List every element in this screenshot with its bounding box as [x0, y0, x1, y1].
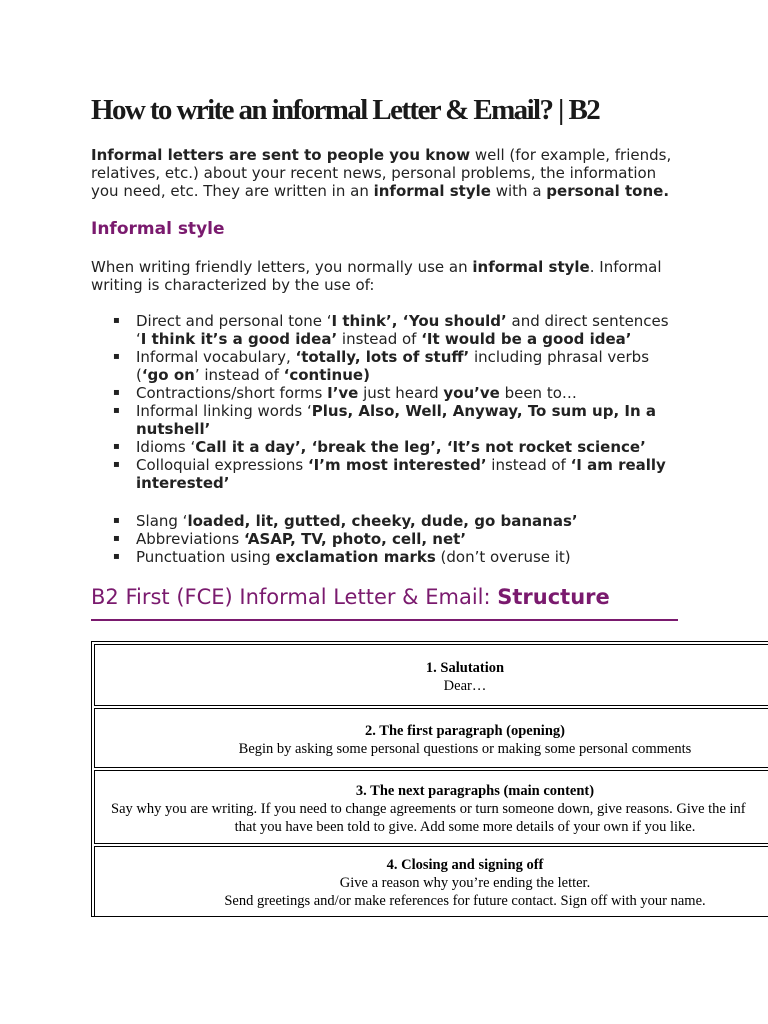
list-item [91, 438, 681, 456]
list-bold: I think it’s a good idea’ [140, 330, 338, 348]
bullet-icon: ▪ [113, 533, 120, 544]
list-text: including phrasal verbs ( [136, 348, 650, 384]
list-bold: you’ve [443, 384, 500, 402]
list-item [91, 312, 681, 348]
structure-heading [91, 585, 610, 609]
list-item [91, 512, 681, 530]
bullet-icon: ▪ [113, 405, 120, 416]
table-row-title: 1. Salutation [425, 660, 505, 676]
list-bold: ‘I’m most interested’ [307, 456, 487, 474]
list-text: been to… [499, 384, 577, 402]
list-item [91, 530, 681, 548]
table-row-text: Dear… [443, 678, 487, 694]
list-bold: Call it a day’, ‘break the leg’, ‘It’s not rocket science’ [195, 438, 646, 456]
bullet-icon: ▪ [113, 315, 120, 326]
informal-style-text-2: . Informal writing is characterized by the use of: [91, 258, 662, 294]
intro-text-1: well (for example, friends, relatives, etc.) about your recent news, personal problems, the information you need, etc. They are written in an [91, 146, 672, 200]
list-bold: I’ve [327, 384, 359, 402]
list-bold: ‘It would be a good idea’ [421, 330, 632, 348]
list-bold: ‘go on [141, 366, 195, 384]
list-text: Slang ‘ [136, 512, 188, 530]
list-text: and direct sentences ‘ [136, 312, 669, 348]
page-title: How to write an informal Letter & Email? | B2 [91, 94, 600, 126]
list-bold: ‘totally, lots of stuff’ [295, 348, 470, 366]
list-text: ’ instead of [194, 366, 284, 384]
list-bold: I think’, ‘You should’ [331, 312, 507, 330]
structure-heading-prefix: B2 First (FCE) Informal Letter & Email: [91, 585, 498, 609]
intro-bold-3: personal tone. [546, 182, 670, 200]
informal-style-heading: Informal style [91, 219, 225, 239]
bullet-icon: ▪ [113, 441, 120, 452]
table-row-text: Say why you are writing. If you need to change agreements or turn someone down, give reasons. Give the inf [111, 801, 746, 817]
table-row-title: 2. The first paragraph (opening) [365, 723, 565, 739]
table-row-title: 3. The next paragraphs (main content) [355, 783, 595, 799]
informal-style-bold: informal style [472, 258, 590, 276]
informal-style-text-1: When writing friendly letters, you normally use an [91, 258, 473, 276]
table-row-text: Send greetings and/or make references for future contact. Sign off with your name. [224, 893, 706, 909]
bullet-icon: ▪ [113, 459, 120, 470]
informal-style-paragraph [91, 258, 681, 294]
table-row-text: Give a reason why you’re ending the letter. [339, 875, 591, 891]
intro-paragraph [91, 146, 681, 200]
list-bold: Plus, Also, Well, Anyway, To sum up, In a nutshell’ [136, 402, 656, 438]
bullet-icon: ▪ [113, 551, 120, 562]
list-text: Informal vocabulary, [136, 348, 296, 366]
list-item [91, 456, 681, 492]
list-text: instead of [486, 456, 571, 474]
intro-text-2: with a [490, 182, 547, 200]
table-row-text: that you have been told to give. Add some more details of your own if you like. [234, 819, 696, 835]
table-row-title: 4. Closing and signing off [386, 857, 544, 873]
list-text: just heard [358, 384, 444, 402]
list-text: Direct and personal tone ‘ [136, 312, 332, 330]
intro-bold-2: informal style [373, 182, 491, 200]
list-bold: ‘continue) [283, 366, 370, 384]
list-bold: loaded, lit, gutted, cheeky, dude, go bananas’ [187, 512, 578, 530]
list-bold: ‘I am really interested’ [136, 456, 666, 492]
bullet-icon: ▪ [113, 387, 120, 398]
list-bold: ‘ASAP, TV, photo, cell, net’ [243, 530, 467, 548]
table-row-text: Begin by asking some personal questions or making some personal comments [238, 741, 692, 757]
table-row [94, 846, 768, 917]
bullet-icon: ▪ [113, 351, 120, 362]
list-text: Idioms ‘ [136, 438, 196, 456]
table-row [94, 644, 768, 706]
bullet-icon: ▪ [113, 515, 120, 526]
informal-features-list [91, 312, 681, 492]
table-row [94, 770, 768, 844]
list-text: Contractions/short forms [136, 384, 328, 402]
list-bold: exclamation marks [275, 548, 436, 566]
list-item [91, 402, 681, 438]
list-item [91, 548, 681, 566]
structure-heading-bold: Structure [497, 585, 610, 609]
table-row [94, 708, 768, 768]
structure-table [91, 641, 768, 917]
list-item [91, 384, 681, 402]
list-text: Informal linking words ‘ [136, 402, 312, 420]
list-item [91, 348, 681, 384]
heading-underline-divider [91, 619, 678, 621]
list-text: Abbreviations [136, 530, 244, 548]
list-text: instead of [337, 330, 422, 348]
intro-bold-1: Informal letters are sent to people you know [91, 146, 471, 164]
list-text: Colloquial expressions [136, 456, 308, 474]
informal-features-list-continued [91, 512, 681, 566]
list-text: Punctuation using [136, 548, 276, 566]
list-text: (don’t overuse it) [435, 548, 571, 566]
